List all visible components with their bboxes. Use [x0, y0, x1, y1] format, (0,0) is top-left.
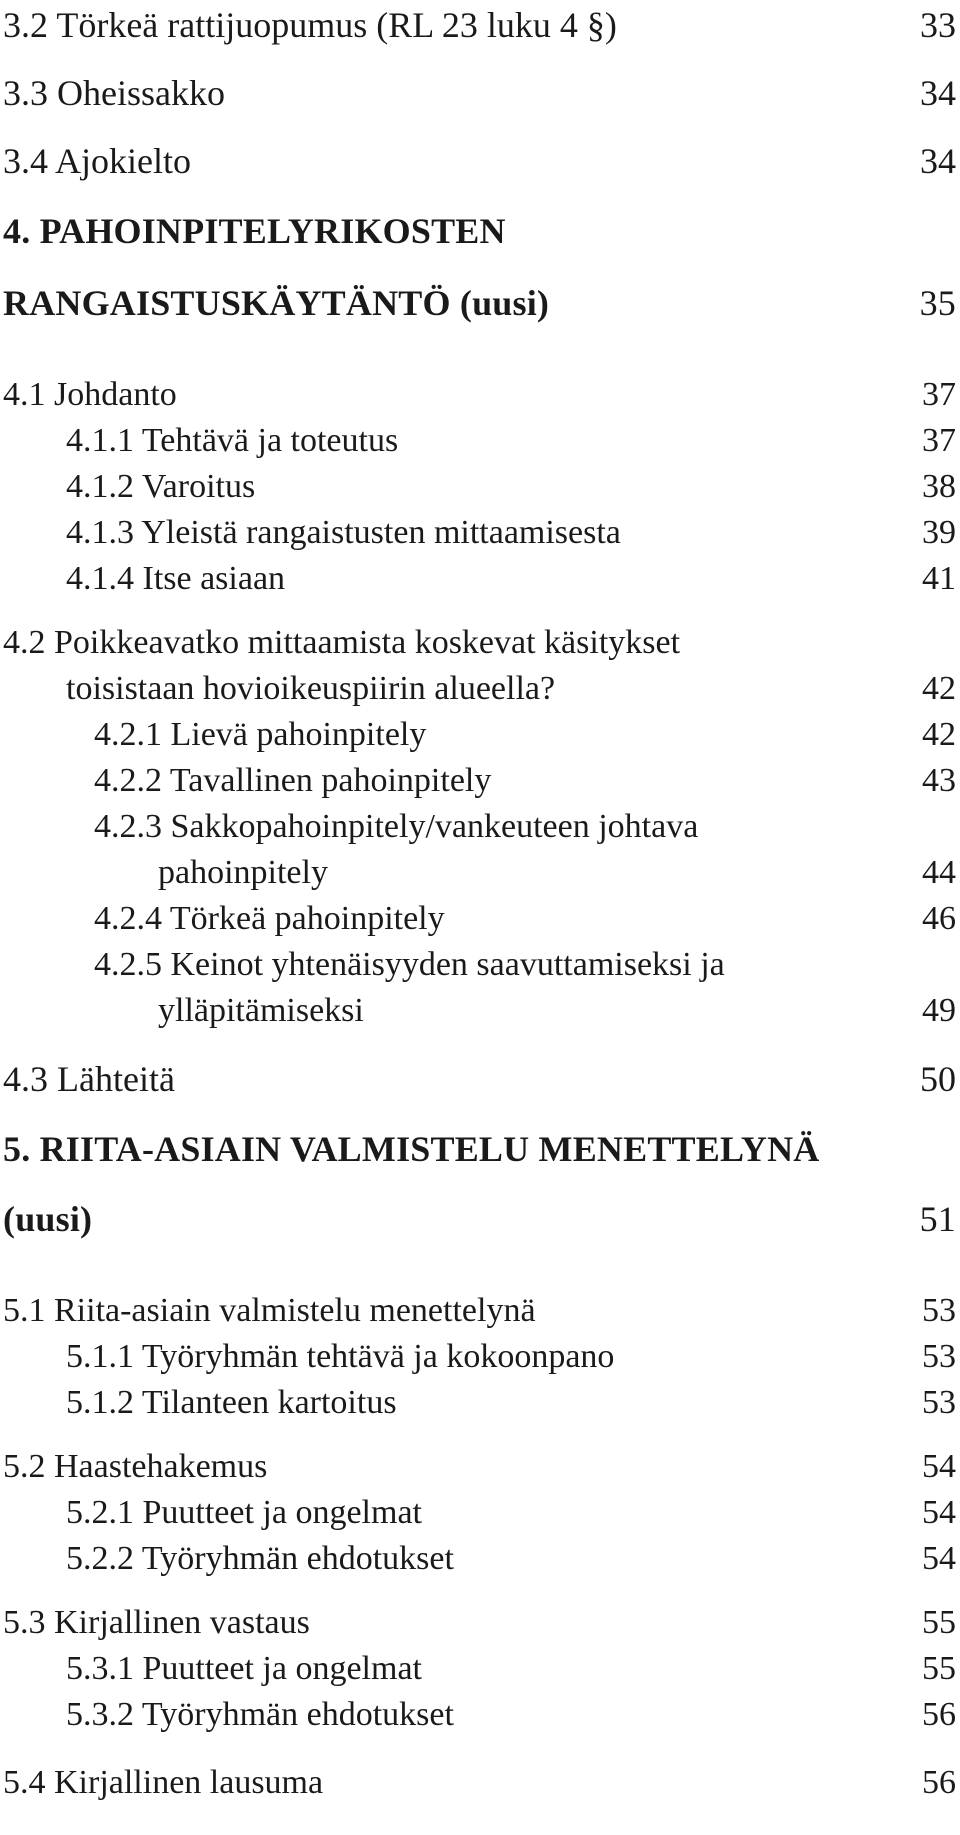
toc-entry-page: 46 [922, 900, 956, 937]
toc-entry [0, 988, 960, 1034]
toc-entry-label: pahoinpitely [158, 854, 328, 891]
toc-entry-page: 35 [919, 283, 956, 323]
toc-entry-page: 34 [920, 141, 956, 181]
toc-chapter-heading [0, 208, 960, 254]
toc-entry-page: 56 [922, 1696, 956, 1733]
toc-entry-label: 4. PAHOINPITELYRIKOSTEN [3, 211, 506, 251]
toc-entry [0, 70, 960, 116]
toc-entry-page: 50 [920, 1059, 956, 1099]
toc-entry [0, 372, 960, 418]
toc-entry-label: 5.3 Kirjallinen vastaus [3, 1604, 310, 1641]
toc-entry [0, 1288, 960, 1334]
toc-entry [0, 556, 960, 602]
toc-entry-label: 4.2.3 Sakkopahoinpitely/vankeuteen johtava [94, 808, 699, 845]
toc-entry-label: 4.2 Poikkeavatko mittaamista koskevat käsitykset [3, 624, 681, 661]
toc-chapter-heading [0, 280, 960, 326]
toc-entry-label: 5.2.1 Puutteet ja ongelmat [66, 1494, 422, 1531]
toc-entry-page: 51 [919, 1199, 956, 1239]
toc-entry-page: 53 [922, 1338, 956, 1375]
toc-entry [0, 712, 960, 758]
toc-entry-label: 4.2.1 Lievä pahoinpitely [94, 716, 427, 753]
toc-entry [0, 1692, 960, 1738]
toc-entry [0, 1600, 960, 1646]
toc-entry-label: 3.3 Oheissakko [3, 73, 225, 113]
toc-chapter-heading [0, 1196, 960, 1242]
toc-entry [0, 1490, 960, 1536]
toc-entry-label: toisistaan hovioikeuspiirin alueella? [66, 670, 556, 707]
toc-entry-label: 4.2.5 Keinot yhtenäisyyden saavuttamiseksi ja [94, 946, 725, 983]
toc-entry-page: 56 [922, 1764, 956, 1801]
toc-entry [0, 1380, 960, 1426]
toc-entry-page: 43 [922, 762, 956, 799]
toc-entry-page: 55 [922, 1650, 956, 1687]
toc-entry-label: (uusi) [3, 1199, 93, 1239]
toc-entry-page: 54 [922, 1494, 956, 1531]
toc-entry-label: 4.2.4 Törkeä pahoinpitely [94, 900, 445, 937]
toc-entry-page: 37 [922, 376, 956, 413]
toc-entry [0, 896, 960, 942]
toc-entry-page: 49 [922, 992, 956, 1029]
toc-entry [0, 758, 960, 804]
toc-entry-page: 34 [920, 73, 956, 113]
toc-entry [0, 942, 960, 988]
toc-entry-label: 4.1.2 Varoitus [66, 468, 256, 505]
toc-entry-page: 44 [922, 854, 956, 891]
toc-entry-label: 4.1.4 Itse asiaan [66, 560, 286, 597]
toc-entry-label: 5.3.2 Työryhmän ehdotukset [66, 1696, 454, 1733]
toc-entry [0, 620, 960, 666]
toc-entry-label: 4.1 Johdanto [3, 376, 177, 413]
toc-entry-page: 41 [922, 560, 956, 597]
toc-entry-label: RANGAISTUSKÄYTÄNTÖ (uusi) [3, 283, 550, 323]
toc-entry [0, 1334, 960, 1380]
toc-entry-label: 4.1.1 Tehtävä ja toteutus [66, 422, 399, 459]
toc-entry-label: 5.1.1 Työryhmän tehtävä ja kokoonpano [66, 1338, 615, 1375]
toc-entry [0, 1760, 960, 1806]
toc-entry-page: 54 [922, 1448, 956, 1485]
toc-entry-page: 55 [922, 1604, 956, 1641]
toc-entry-label: 3.2 Törkeä rattijuopumus (RL 23 luku 4 §) [3, 5, 617, 45]
toc-entry-label: 5.2 Haastehakemus [3, 1448, 268, 1485]
toc-entry-label: ylläpitämiseksi [158, 992, 364, 1029]
toc-entry-page: 42 [922, 716, 956, 753]
toc-entry-label: 4.1.3 Yleistä rangaistusten mittaamisesta [66, 514, 621, 551]
toc-entry-label: 5.1 Riita-asiain valmistelu menettelynä [3, 1292, 536, 1329]
toc-entry-page: 53 [922, 1292, 956, 1329]
toc-entry-page: 42 [922, 670, 956, 707]
toc-entry [0, 804, 960, 850]
toc-entry-label: 5.3.1 Puutteet ja ongelmat [66, 1650, 422, 1687]
toc-entry [0, 2, 960, 48]
toc-entry-page: 33 [920, 5, 956, 45]
toc-entry [0, 138, 960, 184]
toc-entry-page: 37 [922, 422, 956, 459]
toc-entry [0, 418, 960, 464]
toc-entry [0, 464, 960, 510]
toc-entry-label: 4.3 Lähteitä [3, 1059, 175, 1099]
toc-entry-label: 5.1.2 Tilanteen kartoitus [66, 1384, 397, 1421]
toc-entry-page: 39 [922, 514, 956, 551]
toc-entry [0, 1056, 960, 1102]
toc-chapter-heading [0, 1126, 960, 1172]
toc-entry [0, 510, 960, 556]
toc-entry [0, 1536, 960, 1582]
toc-entry [0, 850, 960, 896]
toc-entry-page: 54 [922, 1540, 956, 1577]
toc-entry [0, 666, 960, 712]
toc-entry-label: 5. RIITA-ASIAIN VALMISTELU MENETTELYNÄ [3, 1129, 820, 1169]
toc-entry-page: 53 [922, 1384, 956, 1421]
toc-entry [0, 1646, 960, 1692]
toc-entry [0, 1444, 960, 1490]
toc-entry-label: 5.4 Kirjallinen lausuma [3, 1764, 324, 1801]
toc-entry-page: 38 [922, 468, 956, 505]
toc-entry-label: 3.4 Ajokielto [3, 141, 191, 181]
toc-entry-label: 5.2.2 Työryhmän ehdotukset [66, 1540, 454, 1577]
toc-entry-label: 4.2.2 Tavallinen pahoinpitely [94, 762, 492, 799]
